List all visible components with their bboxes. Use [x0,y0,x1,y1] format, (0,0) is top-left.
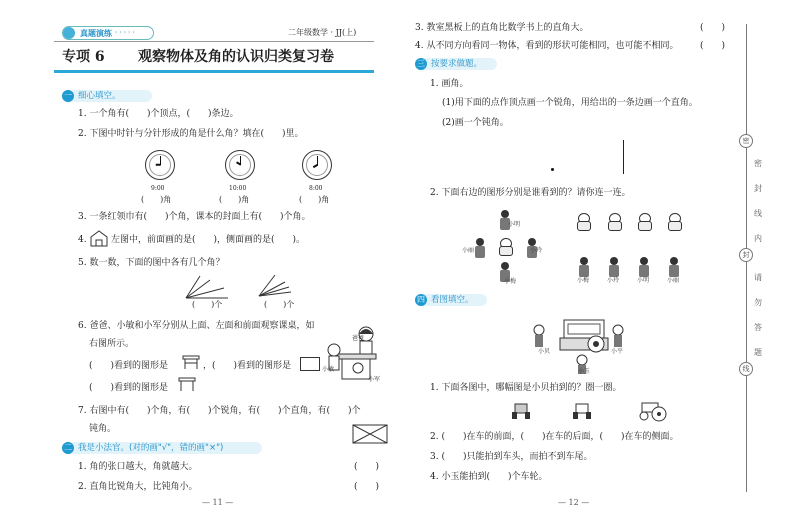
section-label: 看图填空。 [431,295,474,305]
kid-label-2: 小玲 [607,277,620,284]
judge-3-text: 3. 教室黑板上的直角比数学书上的直角大。 [415,23,589,33]
kid-name-top: 小明 [508,221,521,228]
section-label: 我是小法官。(对的画"√"，错的画"×") [78,443,224,453]
tractor-view-front [511,402,531,420]
table-top-icon [300,357,320,371]
hour-hand [236,162,241,166]
s4-text: 4. 小玉能拍到( )个车轮。 [430,472,548,482]
tractor-scene-illustration [530,312,630,374]
logo-icon [63,27,75,39]
judge-3-paren: ( ) [700,23,726,33]
view-option-4 [667,213,681,229]
kid-label-3: 小明 [637,277,650,284]
page-title: 观察物体及角的认识归类复习卷 [138,49,334,65]
q7-text-a: 7. 右图中有( )个角，有( )个锐角，有( )个直角，有( )个 [78,406,361,416]
clock-time-1: 9:00 [151,185,165,192]
clock-answer-1: ( )角 [141,195,172,204]
given-ray-line [623,140,624,174]
draw-angle-title: 1. 画角。 [430,79,469,89]
clock-answer-3: ( )角 [299,195,330,204]
minute-hand [317,156,318,165]
view-option-1 [576,213,590,229]
r2-text: 2. 下面右边的图形分别是谁看到的？请你连一连。 [430,188,631,198]
judge-4-paren: ( ) [700,41,726,51]
s1-text: 1. 下面各图中，哪幅图是小贝拍到的？圈一圈。 [430,383,622,393]
q6-text-b: 右图所示。 [89,339,135,349]
seal-char-3: 线 [754,209,762,218]
header-tag: 真题演练 [80,28,112,38]
view-option-2 [607,213,621,229]
page-number-right: — 12 — [558,498,590,507]
judge-2-text: 2. 直角比锐角大，比钝角小。 [78,482,198,492]
section-label: 按要求做题。 [431,59,483,69]
view-option-3 [637,213,651,229]
clock-10 [225,150,255,180]
minute-hand [240,156,241,165]
clock-time-2: 10:00 [229,185,247,192]
hour-hand [313,164,318,168]
draw-angle-b: (2)画一个钝角。 [442,118,509,128]
vertex-dot [551,168,554,171]
clock-8 [302,150,332,180]
seal-char-6: 勿 [754,298,762,307]
tractor-view-side [636,400,668,422]
section-badge: 四 [417,295,425,304]
clock-9 [145,150,175,180]
judge-1-text: 1. 角的张口越大，角就越大。 [78,462,198,472]
section-2-header [62,442,262,454]
q5-text: 5. 数一数，下面的图中各有几个角？ [78,258,225,268]
minute-hand [160,156,161,165]
seal-char-1: 密 [754,159,762,168]
title-underline [54,70,374,73]
house-icon [88,229,110,247]
judge-2-paren: ( ) [354,482,380,492]
binding-hole-2: 封 [739,248,753,262]
q6-text-d: ( )看到的图形是 [89,383,169,393]
s2-text: 2. ( )在车的前面，( )在车的后面，( )在车的侧面。 [430,432,679,442]
q1-text: 1. 一个角有( )个顶点，( )条边。 [78,109,239,119]
hour-hand [156,164,161,166]
header-deco: › › › › › [115,29,135,36]
seal-char-7: 答 [754,323,762,332]
envelope-rect-figure [352,424,388,444]
section-badge: 三 [417,59,425,68]
photographer-xiaoyu: 小玉 [578,368,591,375]
kid-name-left: 小丽 [462,247,475,254]
photographer-xiaobei: 小贝 [538,348,551,355]
binding-hole-3: 线 [739,362,753,376]
seal-char-5: 请 [754,273,762,282]
kid-label-4: 小丽 [667,277,680,284]
tractor-view-back [572,402,592,420]
grade-label: 二年级数学 · JJ(上) [288,28,357,37]
seal-char-2: 封 [754,184,762,193]
q3-text: 3. 一条红领巾有( )个角，课本的封面上有( )个角。 [78,212,311,222]
kid-name-bottom: 小梅 [504,278,517,285]
angle-figure-2 [255,272,295,302]
section-badge: 二 [64,443,72,452]
s3-text: 3. ( )只能拍到车头，而拍不到车尾。 [430,452,593,462]
photographer-xiaoping: 小平 [611,348,624,355]
table-side-icon [177,376,197,392]
q5-answer-1: ( )个 [192,300,223,309]
seal-char-8: 题 [754,348,762,357]
clock-time-3: 8:00 [309,185,323,192]
q5-answer-2: ( )个 [264,300,295,309]
label-xiaomin: 小敏 [322,366,335,373]
q4-text: 左图中，前面画的是( )，侧面画的是( )。 [111,235,306,245]
section-3-header [415,58,497,70]
q6-text-c1: ( )看到的图形是 [89,361,169,371]
kid-label-1: 小梅 [577,277,590,284]
q7-text-b: 钝角。 [89,424,117,434]
title-prefix: 专项 6 [62,49,105,65]
binding-hole-1: 密 [739,134,753,148]
draw-angle-a: (1)用下面的点作顶点画一个锐角，用给出的一条边画一个直角。 [442,98,698,108]
section-1-header [62,90,152,102]
q4-number: 4. [78,235,87,245]
angle-figure-1 [180,272,232,302]
judge-1-paren: ( ) [354,462,380,472]
judge-4-text: 4. 从不同方向看同一物体，看到的形状可能相同，也可能不相同。 [415,41,679,51]
label-baba: 爸爸 [352,335,365,342]
table-front-icon [181,354,201,370]
q2-text: 2. 下图中时针与分针形成的角是什么角？填在( )里。 [78,129,304,139]
section-badge: 一 [64,91,72,100]
page-number-left: — 11 — [202,498,234,507]
seal-char-4: 内 [754,234,762,243]
label-xiaojun: 小军 [368,376,381,383]
q6-text-a: 6. 爸爸、小敏和小军分别从上面、左面和前面观察课桌，如 [78,321,315,331]
clock-answer-2: ( )角 [219,195,250,204]
header-rule [54,41,374,42]
section-4-header [415,294,487,306]
section-label: 细心填空。 [78,91,121,101]
q6-text-c2: ，( )看到的图形是 [203,361,292,371]
kid-name-right: 小玲 [530,247,543,254]
